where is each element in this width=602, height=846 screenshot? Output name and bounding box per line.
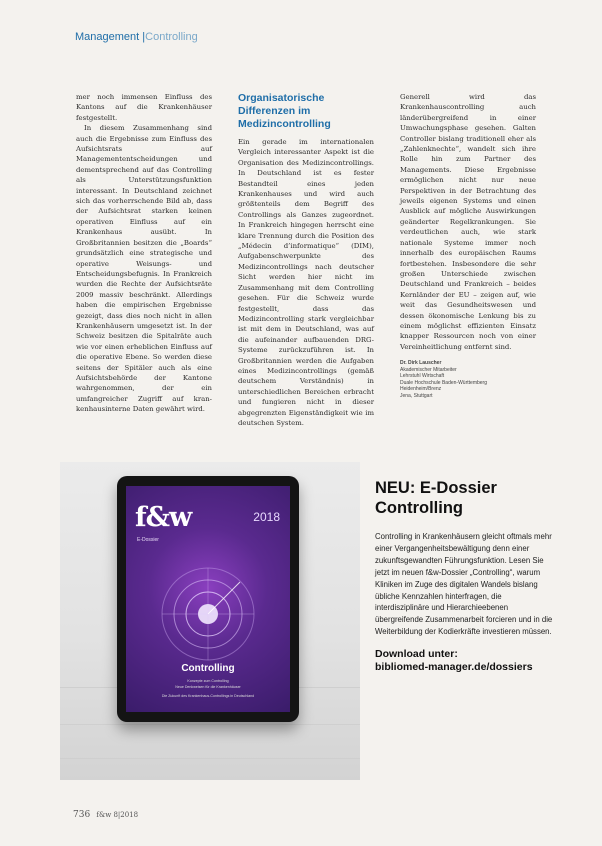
download-label: Download unter: <box>375 648 458 661</box>
author-line: Lehrstuhl Wirtschaft <box>400 373 445 380</box>
section-heading: Organisatorische Differenzen im Medizincontrolling <box>238 92 331 130</box>
author-line: Jena, Stuttgart <box>400 392 433 399</box>
header-separator: | <box>142 31 146 43</box>
paragraph: In diesem Zusammenhang sind auch die Ergebnisse zum Einfluss des Aufsichtsrats auf Managemententscheidungen und dementsprechend auf das Controlling als Unterstützungsfunktion interessant. In Deutschland zeichnet sich das vorherrschende Bild ab, dass der Aufsichtsrat starken keinen operativen Einfluss auf ein Krankenhaus ausübt. In Großbritannien besitzen die „Boards“ grundsätzlich eine strategische und operative Weisungs- und Entscheidungsbefugnis. In Frankreich wurden die Rechte der Aufsichtsräte 2009 massiv beschränkt. Allerdings haben die empirischen Ergebnisse gezeigt, dass dies noch nicht in allen Krankenhäusern umgesetzt ist. In der Schweiz besitzen die Spitalräte auch wie vor einen erheblichen Einfluss auf die operative Ebene. So werden diese seitens der Spitäler auch als eine Aufsichtsbehörde der Kantone wahrgenommen, der ein umfangreicher Zugriff auf kran-kenhausinterne Daten gewährt wird. <box>76 124 212 414</box>
article-column-1 <box>76 92 212 415</box>
article-column-2 <box>238 92 374 428</box>
author-line: Heidenheim/Brenz <box>400 386 442 393</box>
download-link[interactable]: bibliomed-manager.de/dossiers <box>375 661 533 674</box>
tablet-sublogo: E-Dossier <box>137 537 159 543</box>
author-name: Dr. Dirk Lauscher <box>400 360 442 367</box>
tablet-line: Neue Denkweisen für die Krankenhäuser <box>175 685 241 689</box>
tablet-line: Die Zukunft des Krankenhaus-Controllings in Deutschland <box>161 694 255 698</box>
magazine-issue: f&w 8|2018 <box>96 811 139 819</box>
author-box <box>400 360 536 399</box>
download-block <box>375 648 555 674</box>
author-line: Duale Hochschule Baden-Württemberg <box>400 379 487 386</box>
page-number: 736 <box>73 810 91 820</box>
page-footer <box>73 810 138 820</box>
running-header <box>75 31 198 43</box>
paragraph: mer noch immensen Einfluss des Kantons auf die Krankenhäuser festgestellt. <box>76 93 212 122</box>
promo-body: Controlling in Krankenhäusern gleicht oftmals mehr einer Vergangenheitsbewältigung denn einer zukunftsgewandten Führungsfunktion. Lesen Sie jetzt im neuen f&w-Dossier „Controlling“, warum Kliniken im Zuge des digitalen Wandels bislang übliche Kennzahlen hinterfragen, die interdisziplinäre und Hierarchieebenen übergreifende Zusammenarbeit forcieren und in die Weiterbildung der Kodierkräfte investieren müssen. <box>375 532 553 637</box>
author-line: Akademischer Mitarbeiter <box>400 366 457 373</box>
tablet-title: Controlling <box>181 663 235 674</box>
tablet-year: 2018 <box>253 510 280 524</box>
tablet-screen <box>126 486 290 712</box>
tablet-line: Konzepte zum Controlling <box>187 679 229 683</box>
section-label: Management <box>75 31 140 43</box>
promo-title: NEU: E-Dossier Controlling <box>375 479 497 517</box>
article-column-3 <box>400 92 536 399</box>
paragraph: Generell wird das Krankenhauscontrolling auch länderübergreifend in einer Umwachungsphase gesehen. Galten Controller bislang traditionell eher als „Zahlenknechte“, wandelt sich ihre Rolle hin zum Partner des Managements. Diese Ergebnisse ermöglichen nicht nur neue Perspektiven in der Betrachtung des jeweils eigenen Systems und einen Ausblick auf mögliche Auswirkungen geänderter Regelkrankungen. Sie verdeutlichen auch, wie stark nationale Systeme immer noch innerhalb des europäischen Raums fortbestehen. Insbesondere die sehr großen Unterschiede zwischen Deutschland und Frankreich – beides Kernländer der EU – zeigen auf, wie weit das Gesundheitswesen und dessen ökonomische Lenkung bis zu einem möglichst effizienten Einsatz knapper Ressourcen noch von einer Vereinheitlichung entfernt sind. <box>400 93 536 351</box>
fw-logo: f&w <box>135 502 192 533</box>
radar-rings-graphic <box>158 564 258 664</box>
ad-image <box>60 462 360 780</box>
subsection-label: Controlling <box>145 31 198 43</box>
promo-text <box>375 478 555 674</box>
paragraph: Ein gerade im internationalen Vergleich interessanter Aspekt ist die Organisation des Medizincontrollings. In Deutschland ist es fester Bestandteil eines jeden Krankenhauses und wird auch größtenteils dem Begriff des Controllings als Ganzes zugeordnet. In Frankreich hingegen herrscht eine klare Trennung durch die Position des „Médecin d’informatique“ (DIM), Aufgabenschwerpunkte des Medizincontrollings nach deutscher Sicht werden hier nicht im Zusammenhang mit dem Controlling gesehen. Für die Schweiz wurde festgestellt, dass das Medizincontrolling stark vergleichbar ist mit dem in Deutschland, was auf die aufeinander aufbauenden DRG-Systeme zurückzuführen ist. In Großbritannien werden die Aufgaben eines Medizincontrollings (gemäß deutschem Verständnis) in unterschiedlichen Bereichen erbracht und fungieren nicht in dieser abgegrenzten Eigenständigkeit wie im deutschen System. <box>238 138 374 427</box>
tablet-device <box>117 476 299 722</box>
